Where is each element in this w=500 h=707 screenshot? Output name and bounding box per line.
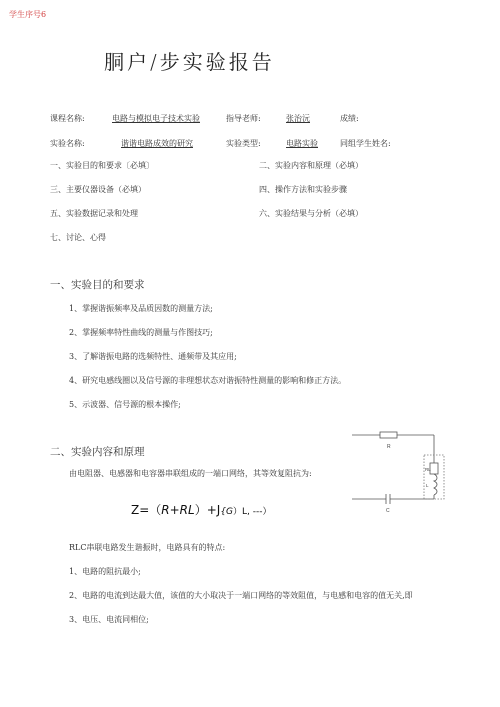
rl-label: RL xyxy=(425,467,431,472)
formula-r: R+RL xyxy=(161,503,195,517)
toc-item-1: 一、实验目的和要求〔必填〕 xyxy=(50,161,154,170)
student-number-label: 学生序号6 xyxy=(9,10,47,19)
resonance-point-3: 3、电压、电流同相位; xyxy=(69,615,149,624)
resonance-point-1: 1、电路的阻抗最小; xyxy=(69,567,141,576)
section2-intro: 由电阻器、电感器和电容器串联组成的一端口网络，其等效复阻抗为: xyxy=(69,469,312,478)
experiment-label: 实验名称: xyxy=(50,139,85,148)
section1-item-1: 1、掌握谐振频率及品质因数的测量方法; xyxy=(69,304,213,313)
course-value: 电路与模拟电子技术实验 xyxy=(112,114,200,123)
formula-mid: ）+J xyxy=(194,503,221,517)
r-label: R xyxy=(387,444,391,450)
course-label: 课程名称: xyxy=(50,114,85,123)
section1-item-2: 2、掌握频率特性曲线的测量与作图技巧; xyxy=(69,328,213,337)
section1-item-5: 5、示波器、信号源的根本操作; xyxy=(69,400,181,409)
toc-item-6: 六、实验结果与分析（必填） xyxy=(259,209,363,218)
experiment-value: 谐谐电路成效的研究 xyxy=(121,139,193,148)
toc-item-7: 七、讨论、心得 xyxy=(50,233,106,242)
section1-heading: 一、实验目的和要求 xyxy=(50,279,145,291)
type-value: 电路实验 xyxy=(286,139,318,148)
section1-item-4: 4、研究电感线圈以及信号源的非理想状态对谐振特性测量的影响和修正方法。 xyxy=(69,376,347,385)
rlc-circuit-diagram xyxy=(350,425,450,515)
rlc-resonance-text: RLC串联电路发生谐振时，电路具有的特点: xyxy=(69,543,226,552)
c-label: C xyxy=(386,508,390,514)
partner-label: 同组学生姓名: xyxy=(340,139,391,148)
section1-item-3: 3、了解谐振电路的选频特性、通频带及其应用; xyxy=(69,352,237,361)
inductor-l xyxy=(434,474,437,495)
toc-item-3: 三、主要仪器设备（必填） xyxy=(50,185,146,194)
toc-item-2: 二、实验内容和原理（必填） xyxy=(259,161,363,170)
toc-item-4: 四、操作方法和实验步骤 xyxy=(259,185,347,194)
advisor-label: 指导老师: xyxy=(226,114,261,123)
resonance-point-2: 2、电路的电流到达最大值，该值的大小取决于一端口网络的等效阻值，与电感和电容的值无关,即 xyxy=(69,591,413,600)
type-label: 实验类型: xyxy=(226,139,261,148)
advisor-value: 张治沅 xyxy=(286,114,310,123)
formula-g: {G xyxy=(220,507,234,517)
resistor-r xyxy=(380,432,397,438)
score-label: 成绩: xyxy=(340,114,359,123)
section2-heading: 二、实验内容和原理 xyxy=(50,446,145,458)
toc-item-5: 五、实验数据记录和处理 xyxy=(50,209,138,218)
l-label: L xyxy=(426,483,429,488)
report-title: 胴户/步实验报告 xyxy=(104,50,275,74)
formula-close: ）L, ---） xyxy=(233,507,272,517)
formula-z: Z=（ xyxy=(131,503,162,517)
impedance-formula xyxy=(131,501,272,518)
resistor-rl xyxy=(430,463,438,474)
